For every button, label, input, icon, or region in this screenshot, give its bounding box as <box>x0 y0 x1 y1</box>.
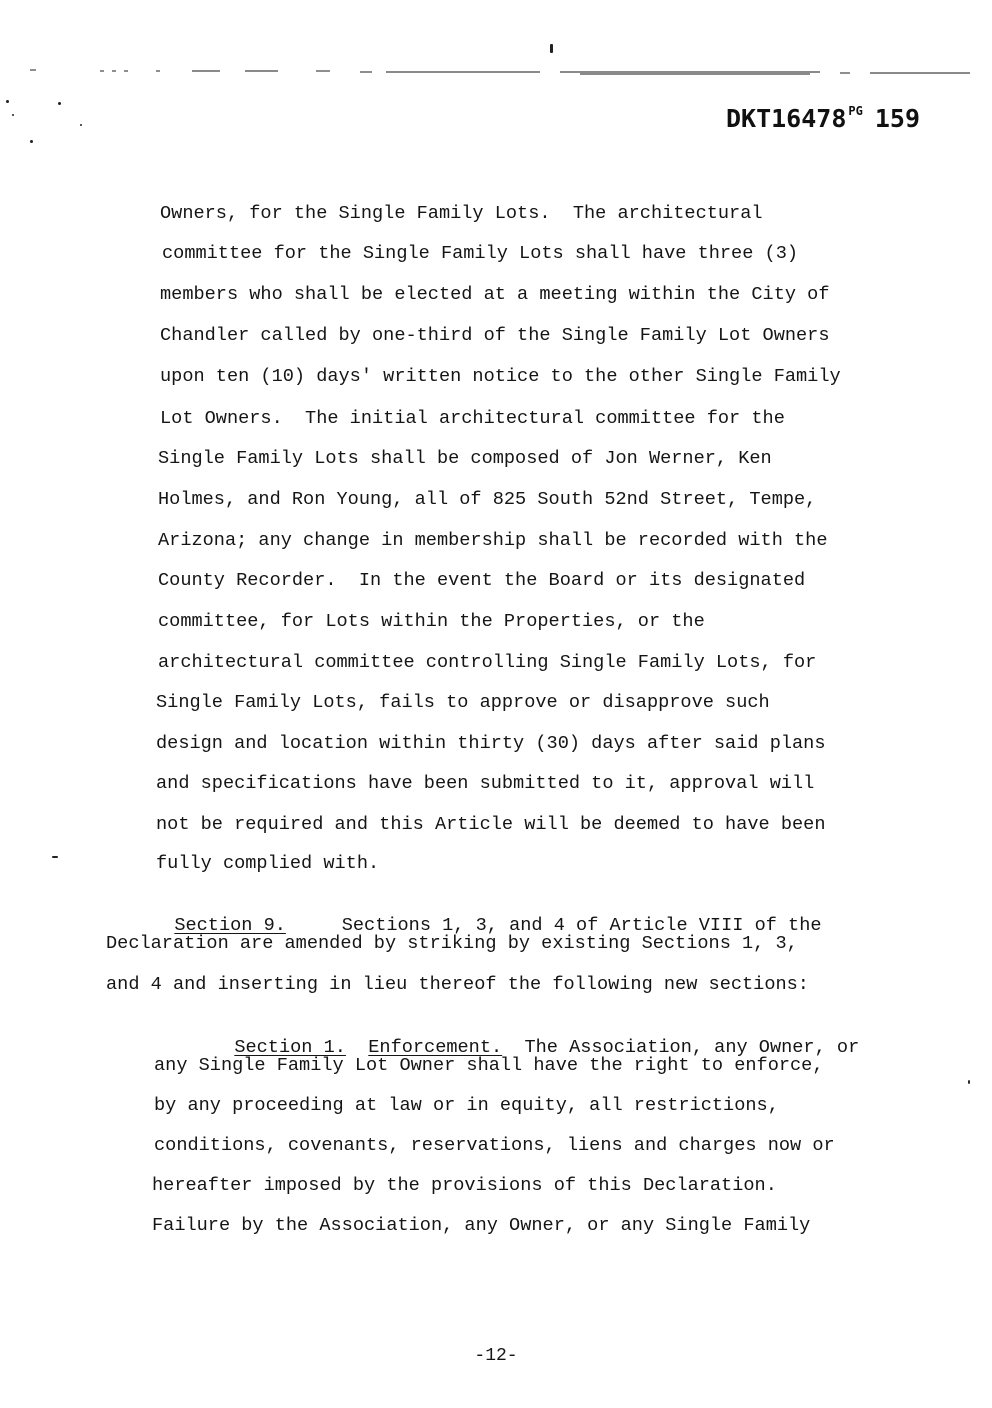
scan-speck <box>30 140 33 143</box>
docket-prefix: DKT <box>725 104 772 133</box>
scan-artifact-line <box>20 68 980 78</box>
section-9-line: and 4 and inserting in lieu thereof the following new sections: <box>106 974 809 995</box>
body-line: County Recorder. In the event the Board or its designated <box>158 570 806 591</box>
body-line: not be required and this Article will be deemed to have been <box>156 814 826 835</box>
section-1-title: Enforcement. <box>368 1037 503 1058</box>
page-number: -12- <box>474 1346 518 1366</box>
section-1-text: The Association, any Owner, or <box>524 1037 860 1058</box>
scan-speck <box>550 44 553 53</box>
docket-page-mark: PG <box>848 104 863 118</box>
section-1-line: Failure by the Association, any Owner, or any Single Family <box>152 1215 811 1236</box>
section-9-heading: Section 9. <box>174 915 286 936</box>
docket-book-number: 16478 <box>771 104 847 133</box>
scan-speck <box>6 100 9 103</box>
body-line: upon ten (10) days' written notice to the other Single Family <box>160 366 841 387</box>
body-line: design and location within thirty (30) days after said plans <box>156 733 826 754</box>
scan-speck <box>12 114 14 116</box>
docket-stamp <box>726 104 920 133</box>
section-9-line: Declaration are amended by striking by existing Sections 1, 3, <box>106 933 798 954</box>
body-line: Owners, for the Single Family Lots. The architectural <box>160 203 763 224</box>
scan-speck <box>52 856 58 858</box>
section-1-line: hereafter imposed by the provisions of this Declaration. <box>152 1175 777 1196</box>
body-line: Single Family Lots, fails to approve or disapprove such <box>156 692 770 713</box>
docket-page-number: 159 <box>874 104 920 133</box>
body-line: Lot Owners. The initial architectural committee for the <box>160 408 785 429</box>
body-line: Single Family Lots shall be composed of Jon Werner, Ken <box>158 448 772 469</box>
section-9-text: Sections 1, 3, and 4 of Article VIII of the <box>341 915 822 936</box>
section-9-line <box>152 893 822 937</box>
scan-speck <box>58 102 61 105</box>
body-line: fully complied with. <box>156 853 380 874</box>
scan-speck <box>968 1080 970 1084</box>
section-1-line <box>212 1015 859 1059</box>
body-line: committee, for Lots within the Properties, or the <box>158 611 705 632</box>
body-line: and specifications have been submitted to it, approval will <box>156 773 815 794</box>
scan-speck <box>80 124 82 126</box>
section-1-heading: Section 1. <box>234 1037 346 1058</box>
section-1-line: by any proceeding at law or in equity, all restrictions, <box>154 1095 779 1116</box>
body-line: members who shall be elected at a meeting within the City of <box>160 284 830 305</box>
body-line: Holmes, and Ron Young, all of 825 South 52nd Street, Tempe, <box>158 489 817 510</box>
section-1-line: conditions, covenants, reservations, liens and charges now or <box>154 1135 835 1156</box>
body-line: committee for the Single Family Lots shall have three (3) <box>162 243 799 264</box>
body-line: architectural committee controlling Single Family Lots, for <box>158 652 817 673</box>
body-line: Arizona; any change in membership shall be recorded with the <box>158 530 828 551</box>
body-line: Chandler called by one-third of the Single Family Lot Owners <box>160 325 830 346</box>
section-1-line: any Single Family Lot Owner shall have the right to enforce, <box>154 1055 824 1076</box>
